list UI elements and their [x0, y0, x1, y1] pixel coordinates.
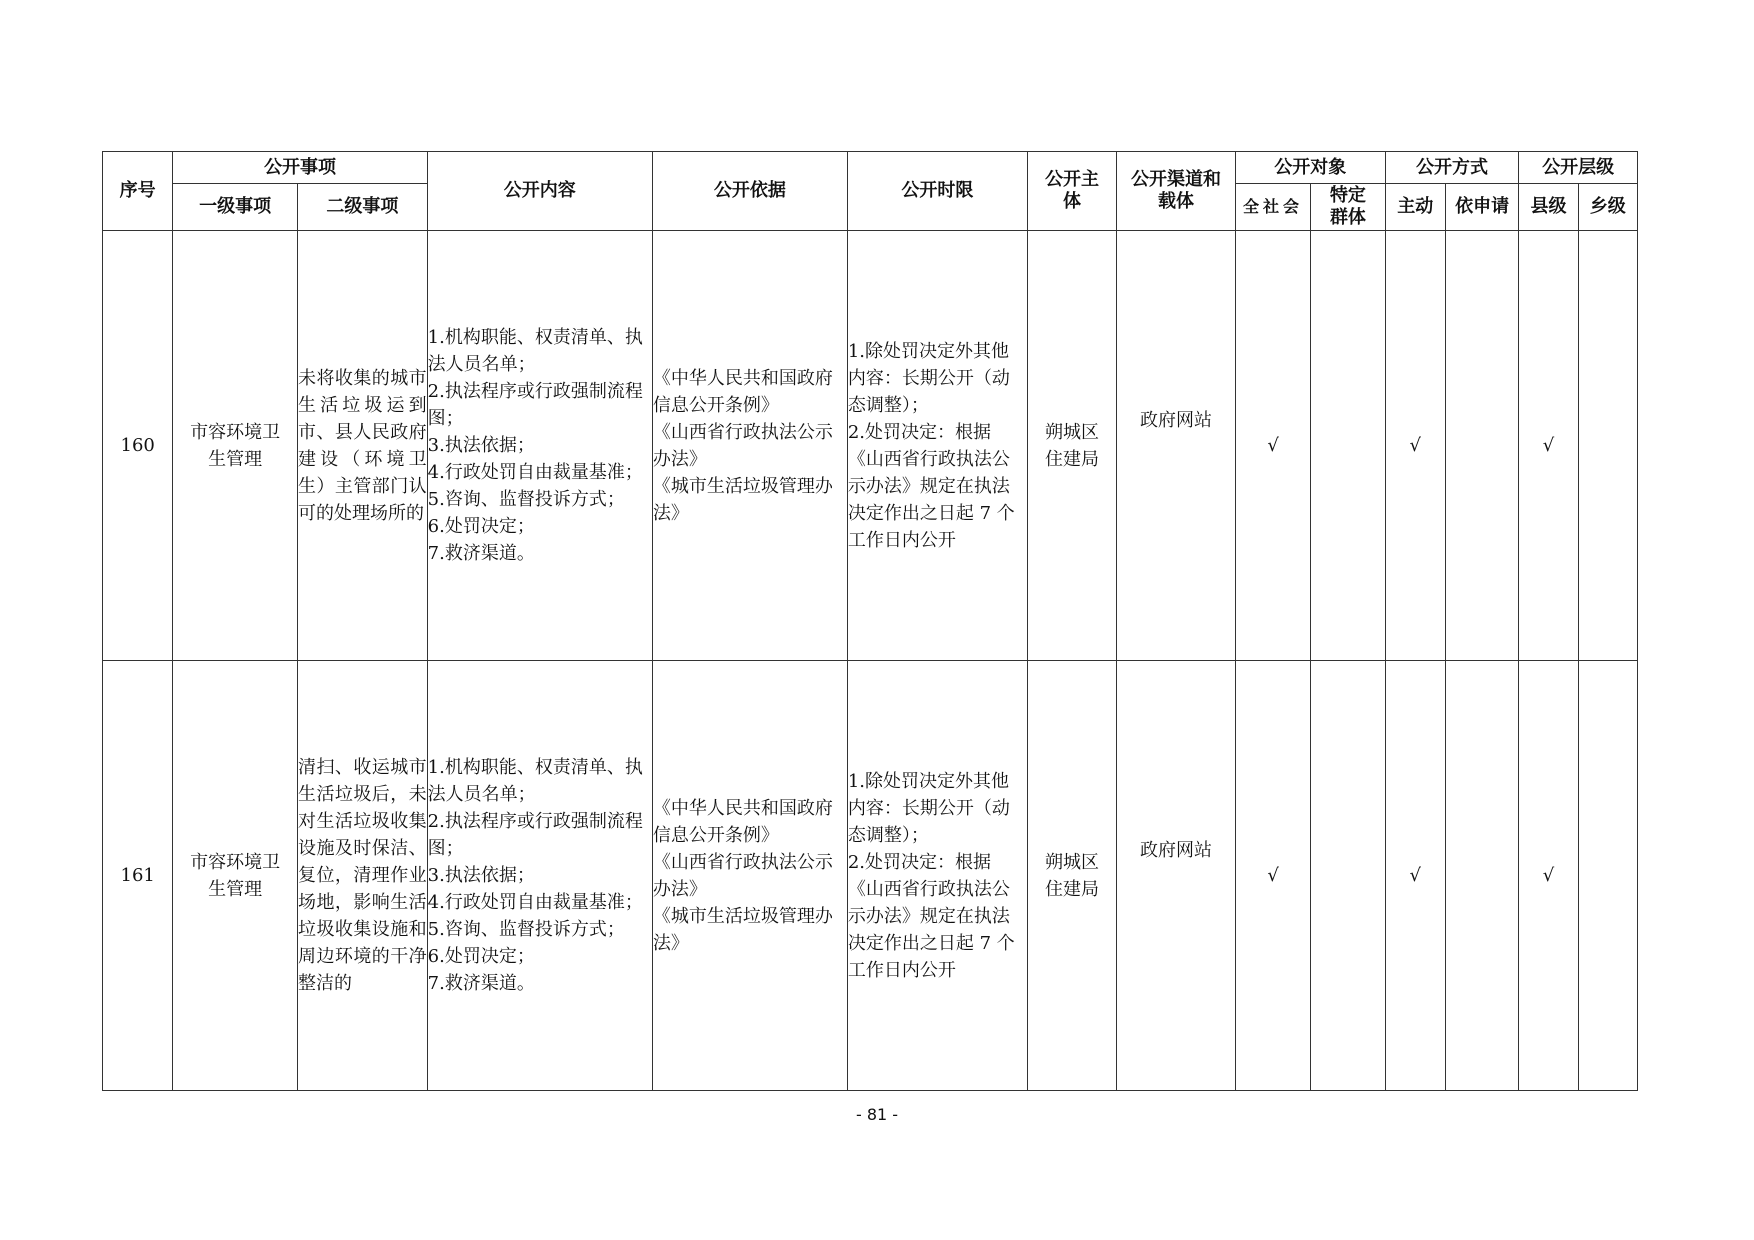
cell-target-specific [1311, 231, 1385, 661]
basis-item: 《中华人民共和国政府信息公开条例》 [652, 797, 833, 846]
cell-content [427, 661, 652, 1091]
content-item: 7.救济渠道。 [427, 973, 535, 994]
content-item: 5.咨询、监督投诉方式； [427, 489, 625, 510]
cell-channel: 政府网站 [1117, 661, 1236, 1091]
page-number: - 81 - [855, 1105, 899, 1124]
content-item: 4.行政处罚自由裁量基准； [427, 892, 643, 913]
content-item: 5.咨询、监督投诉方式； [427, 919, 625, 940]
basis-item: 《山西省行政执法公示办法》 [652, 851, 833, 900]
content-item: 1.机构职能、权责清单、执法人员名单； [427, 757, 643, 805]
header-level2: 二级事项 [298, 184, 428, 231]
cell-channel: 政府网站 [1117, 231, 1236, 661]
cell-level1: 市容环境卫生管理 [173, 231, 298, 661]
header-time-limit: 公开时限 [847, 152, 1027, 231]
check-mark: √ [1519, 231, 1578, 661]
header-target-specific: 特定群体 [1311, 184, 1385, 231]
check-mark: √ [1235, 661, 1310, 1091]
cell-target-specific [1311, 661, 1385, 1091]
cell-basis [652, 661, 847, 1091]
cell-method-request [1445, 661, 1518, 1091]
cell-time-limit [847, 661, 1027, 1091]
basis-item: 《城市生活垃圾管理办法》 [652, 475, 833, 524]
check-mark: √ [1235, 231, 1310, 661]
content-item: 2.执法程序或行政强制流程图； [427, 811, 643, 859]
header-matter: 公开事项 [173, 152, 427, 184]
header-basis: 公开依据 [652, 152, 847, 231]
header-channel: 公开渠道和载体 [1117, 152, 1236, 231]
cell-subject: 朔城区住建局 [1027, 661, 1116, 1091]
header-level-county: 县级 [1519, 184, 1578, 231]
cell-seq: 160 [103, 231, 173, 661]
cell-basis [652, 231, 847, 661]
content-item: 6.处罚决定； [427, 516, 535, 537]
check-mark: √ [1519, 661, 1578, 1091]
basis-item: 《城市生活垃圾管理办法》 [652, 905, 833, 954]
content-item: 2.执法程序或行政强制流程图； [427, 381, 643, 429]
header-target-all: 全社会 [1235, 184, 1310, 231]
time-limit-item: 2.处罚决定：根据《山西省行政执法公示办法》规定在执法决定作出之日起 7 个工作日内公开 [847, 851, 1015, 981]
cell-level1: 市容环境卫生管理 [173, 661, 298, 1091]
header-method-active: 主动 [1385, 184, 1445, 231]
content-item: 4.行政处罚自由裁量基准； [427, 462, 643, 483]
time-limit-item: 1.除处罚决定外其他内容：长期公开（动态调整）； [847, 770, 1010, 846]
header-level1: 一级事项 [173, 184, 298, 231]
cell-content [427, 231, 652, 661]
cell-level2: 清扫、收运城市生活垃圾后，未对生活垃圾收集设施及时保洁、复位，清理作业场地，影响生活垃圾收集设施和周边环境的干净整洁的 [298, 661, 428, 1091]
header-seq: 序号 [103, 152, 173, 231]
check-mark: √ [1385, 231, 1445, 661]
cell-seq: 161 [103, 661, 173, 1091]
table-row [103, 231, 1638, 661]
time-limit-item: 1.除处罚决定外其他内容：长期公开（动态调整）； [847, 340, 1010, 416]
cell-level-township [1578, 661, 1637, 1091]
cell-level2: 未将收集的城市生活垃圾运到市、县人民政府建设（环境卫生）主管部门认可的处理场所的 [298, 231, 428, 661]
content-item: 3.执法依据； [427, 435, 535, 456]
cell-time-limit [847, 231, 1027, 661]
header-method: 公开方式 [1385, 152, 1519, 184]
header-row-1 [103, 152, 1638, 184]
content-item: 7.救济渠道。 [427, 543, 535, 564]
table-row [103, 661, 1638, 1091]
cell-method-request [1445, 231, 1518, 661]
header-subject: 公开主体 [1027, 152, 1116, 231]
basis-item: 《中华人民共和国政府信息公开条例》 [652, 367, 833, 416]
header-level-township: 乡级 [1578, 184, 1637, 231]
content-item: 6.处罚决定； [427, 946, 535, 967]
basis-item: 《山西省行政执法公示办法》 [652, 421, 833, 470]
header-target: 公开对象 [1235, 152, 1385, 184]
time-limit-item: 2.处罚决定：根据《山西省行政执法公示办法》规定在执法决定作出之日起 7 个工作日内公开 [847, 421, 1015, 551]
header-method-request: 依申请 [1445, 184, 1518, 231]
disclosure-table [102, 151, 1638, 1091]
header-level: 公开层级 [1519, 152, 1638, 184]
content-item: 3.执法依据； [427, 865, 535, 886]
header-content: 公开内容 [427, 152, 652, 231]
cell-subject: 朔城区住建局 [1027, 231, 1116, 661]
check-mark: √ [1385, 661, 1445, 1091]
content-item: 1.机构职能、权责清单、执法人员名单； [427, 327, 643, 375]
cell-level-township [1578, 231, 1637, 661]
